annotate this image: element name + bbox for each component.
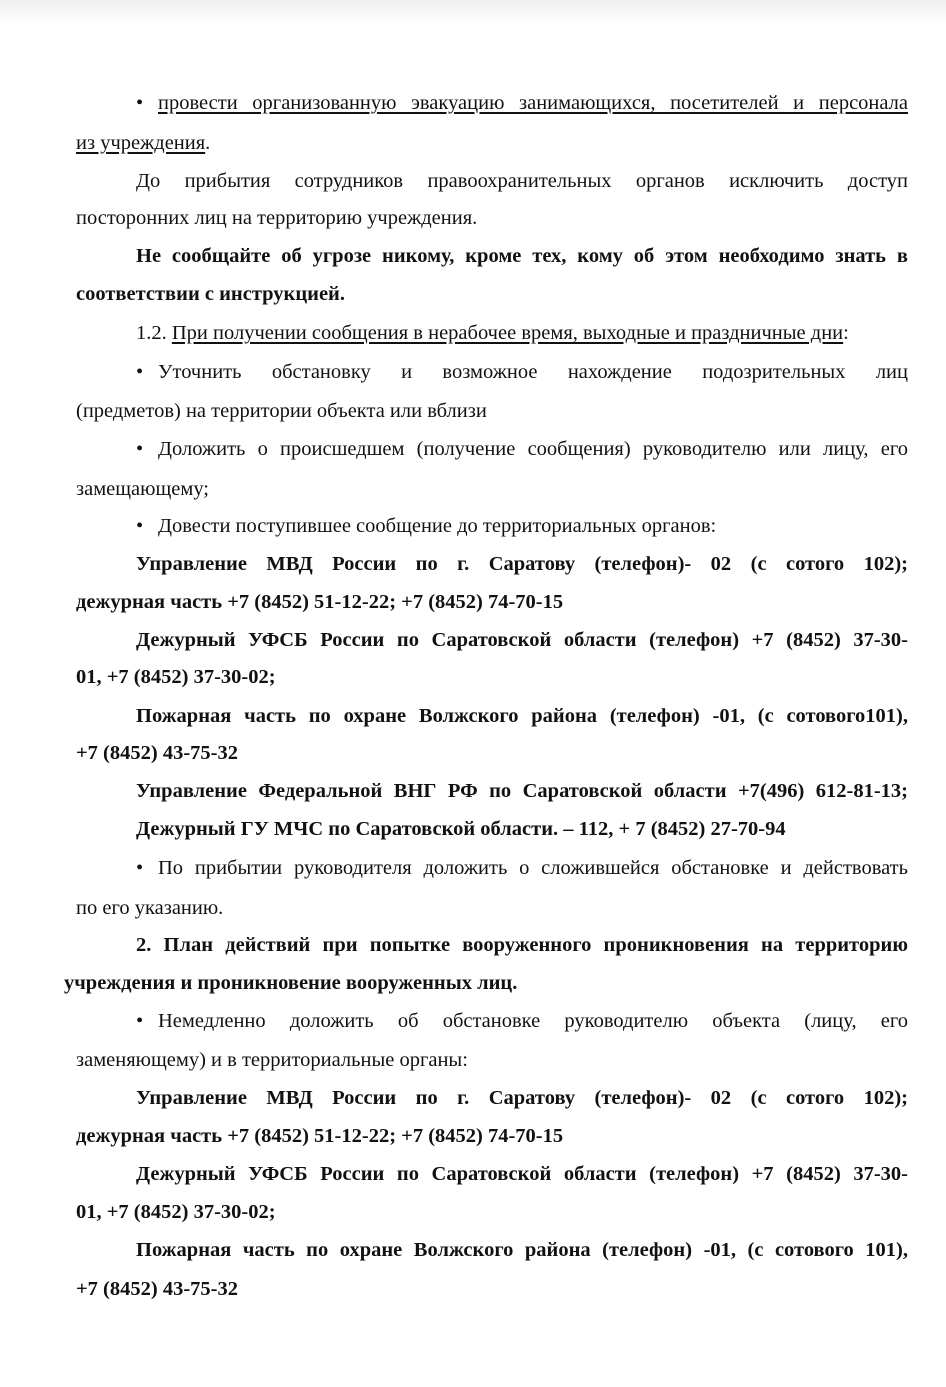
- bullet-act-cont: по его указанию.: [76, 897, 224, 919]
- text: Уточнить обстановку и возможное нахождение подозрительных лиц: [158, 361, 908, 383]
- bullet-icon: •: [136, 515, 144, 537]
- text: Доложить о происшедшем (получение сообщения) руководителю или лицу, его: [158, 438, 908, 460]
- contact-mvd-cont: дежурная часть +7 (8452) 51-12-22; +7 (8452) 74-70-15: [76, 591, 564, 613]
- text: провести организованную эвакуацию занимающихся, посетителей и персонала: [158, 92, 908, 114]
- text: .: [205, 132, 211, 154]
- contact-fsb: Дежурный УФСБ России по Саратовской области (телефон) +7 (8452) 37-30-: [136, 629, 908, 651]
- para-police-arrival: До прибытия сотрудников правоохранительных органов исключить доступ: [136, 170, 908, 192]
- text: Довести поступившее сообщение до территориальных органов:: [158, 515, 717, 537]
- section-2-heading: 2. План действий при попытке вооруженного проникновения на территорию: [136, 934, 908, 956]
- bullet-act: [136, 855, 908, 881]
- bullet-evacuation-line: [136, 90, 908, 116]
- contact-fsb-2: Дежурный УФСБ России по Саратовской области (телефон) +7 (8452) 37-30-: [136, 1163, 908, 1185]
- contact-fsb-cont: 01, +7 (8452) 37-30-02;: [76, 666, 276, 688]
- bullet-clarify: [136, 359, 908, 385]
- bullet-report-immediately: [136, 1008, 908, 1034]
- bullet-report-immediately-cont: заменяющему) и в территориальные органы:: [76, 1049, 468, 1071]
- text: По прибытии руководителя доложить о сложившейся обстановке и действовать: [158, 857, 908, 879]
- bullet-report-cont: замещающему;: [76, 478, 209, 500]
- bullet-icon: •: [136, 361, 144, 383]
- section-title: При получении сообщения в нерабочее время, выходные и праздничные дни: [171, 322, 844, 344]
- bullet-icon: •: [136, 438, 144, 460]
- bullet-icon: •: [136, 92, 144, 114]
- para-police-arrival-cont: посторонних лиц на территорию учреждения.: [76, 207, 478, 229]
- warning-bold: Не сообщайте об угрозе никому, кроме тех, кому об этом необходимо знать в: [136, 245, 908, 267]
- bullet-forward: [136, 513, 908, 539]
- contact-fire: Пожарная часть по охране Волжского района (телефон) -01, (с сотового101),: [136, 705, 908, 727]
- evacuation-line-cont: [76, 130, 908, 156]
- bullet-report: [136, 436, 908, 462]
- text: из учреждения: [76, 132, 206, 154]
- warning-bold-cont: соответствии с инструкцией.: [76, 283, 345, 305]
- bullet-icon: •: [136, 1010, 144, 1032]
- section-number: 1.2.: [136, 322, 172, 344]
- contact-mchs: Дежурный ГУ МЧС по Саратовской области. – 112, + 7 (8452) 27-70-94: [136, 818, 786, 840]
- page-top-edge: [0, 0, 946, 26]
- text: Немедленно доложить об обстановке руководителю объекта (лицу, его: [158, 1010, 908, 1032]
- contact-mvd: Управление МВД России по г. Саратову (телефон)- 02 (с сотого 102);: [136, 553, 908, 575]
- contact-vng: Управление Федеральной ВНГ РФ по Саратовской области +7(496) 612-81-13;: [136, 780, 908, 802]
- section-1-2-heading: [136, 320, 908, 346]
- contact-mvd-2: Управление МВД России по г. Саратову (телефон)- 02 (с сотого 102);: [136, 1087, 908, 1109]
- contact-fsb-2-cont: 01, +7 (8452) 37-30-02;: [76, 1201, 276, 1223]
- text: :: [843, 322, 849, 344]
- bullet-icon: •: [136, 857, 144, 879]
- section-2-heading-cont: учреждения и проникновение вооруженных лиц.: [64, 972, 518, 994]
- contact-fire-cont: +7 (8452) 43-75-32: [76, 742, 238, 764]
- bullet-clarify-cont: (предметов) на территории объекта или вблизи: [76, 400, 487, 422]
- contact-fire-2: Пожарная часть по охране Волжского района (телефон) -01, (с сотового 101),: [136, 1239, 908, 1261]
- contact-mvd-2-cont: дежурная часть +7 (8452) 51-12-22; +7 (8452) 74-70-15: [76, 1125, 564, 1147]
- contact-fire-2-cont: +7 (8452) 43-75-32: [76, 1278, 238, 1300]
